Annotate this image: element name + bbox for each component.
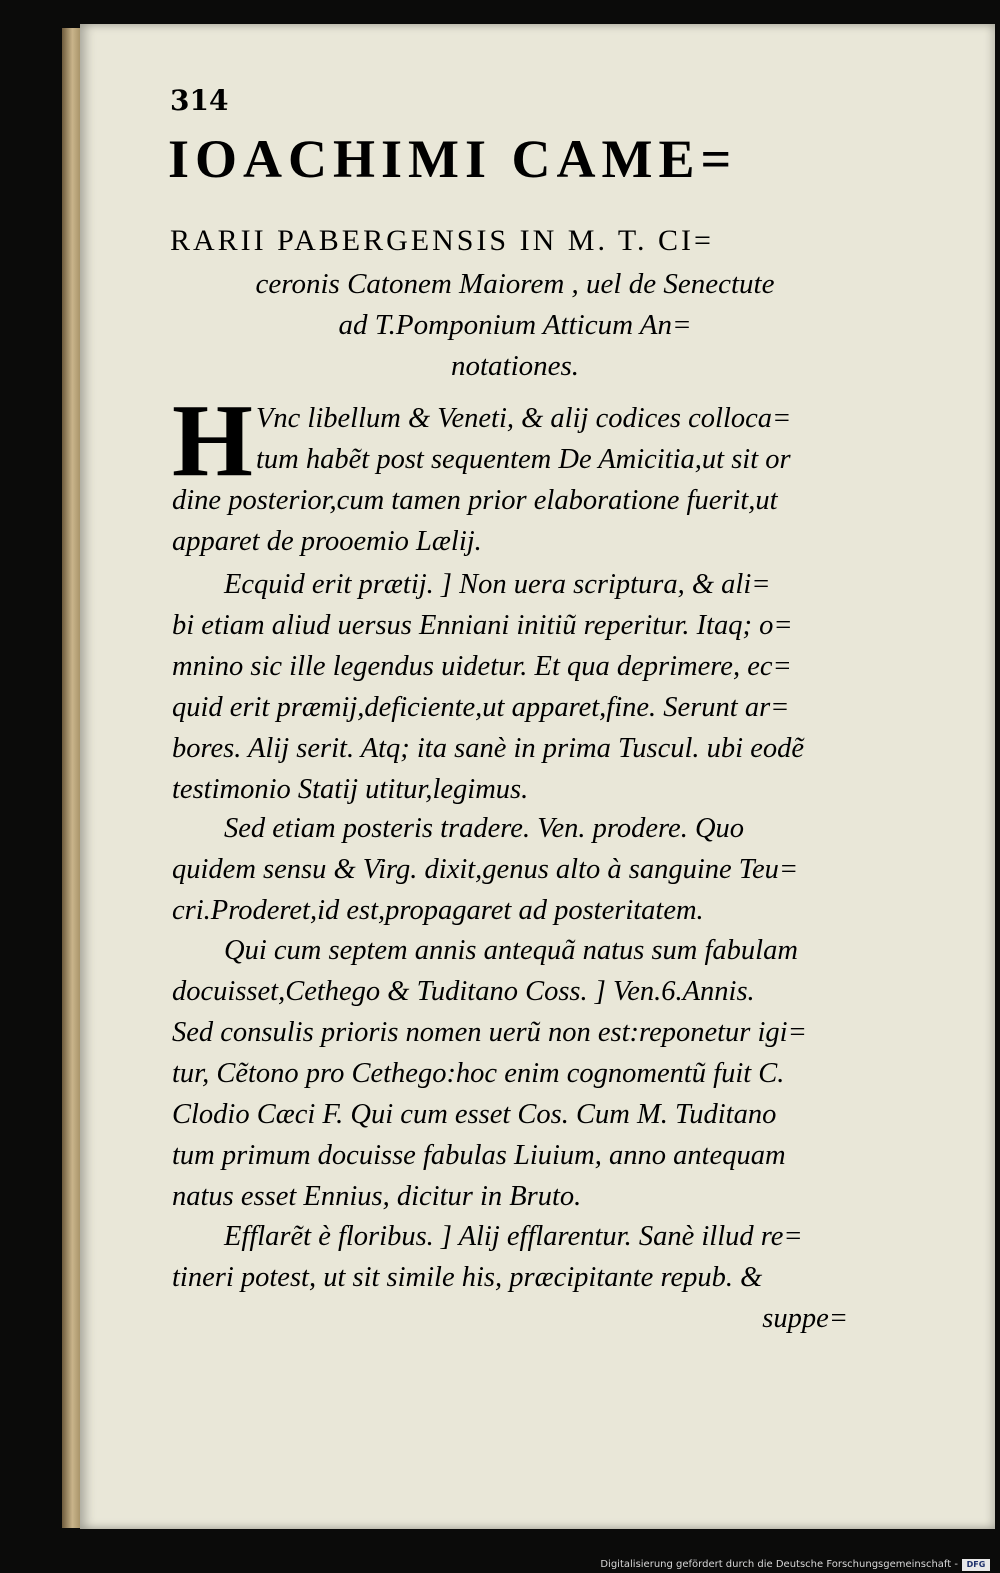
paragraph-2 — [172, 564, 848, 810]
text-line: cri.Proderet,id est,propagaret ad posteritatem. — [172, 895, 704, 926]
text-line: apparet de prooemio Lælij. — [172, 526, 482, 557]
text-line: testimonio Statij utitur,legimus. — [172, 774, 529, 805]
page-number: 314 — [170, 84, 229, 117]
paragraph-1 — [172, 383, 848, 562]
catchword: suppe= — [762, 1303, 848, 1334]
text-line: tur, Cẽtono pro Cethego:hoc enim cognomentũ fuit C. — [172, 1058, 785, 1089]
text-line: Vnc libellum & Veneti, & alij codices colloca= — [256, 403, 792, 434]
text-line: Qui cum septem annis antequã natus sum fabulam — [224, 935, 798, 966]
text-line: Efflarẽt è floribus. ] Alij efflarentur. Sanè illud re= — [224, 1221, 803, 1252]
text-line: dine posterior,cum tamen prior elaboratione fuerit,ut — [172, 485, 778, 516]
drop-capital: H — [172, 383, 253, 498]
title-line-1: IOACHIMI CAME= — [168, 129, 738, 189]
funding-credit: Digitalisierung gefördert durch die Deutsche Forschungsgemeinschaft - — [600, 1559, 958, 1570]
text-line: bores. Alij serit. Atq; ita sanè in prima Tuscul. ubi eodẽ — [172, 733, 805, 764]
paragraph-5 — [172, 1216, 848, 1339]
text-line: tum habẽt post sequentem De Amicitia,ut sit or — [256, 444, 791, 475]
text-line: Ecquid erit prætij. ] Non uera scriptura, & ali= — [224, 569, 771, 600]
text-line: bi etiam aliud uersus Enniani initiũ reperitur. Itaq; o= — [172, 610, 793, 641]
paragraph-3 — [172, 808, 848, 931]
text-line: Clodio Cæci F. Qui cum esset Cos. Cum M. Tuditano — [172, 1099, 777, 1130]
text-line: Sed etiam posteris tradere. Ven. prodere. Quo — [224, 813, 745, 844]
paragraph-4 — [172, 930, 848, 1217]
text-line: mnino sic ille legendus uidetur. Et qua deprimere, ec= — [172, 651, 792, 682]
text-line: quidem sensu & Virg. dixit,genus alto à sanguine Teu= — [172, 854, 799, 885]
subtitle-line-3: notationes. — [450, 350, 580, 382]
dfg-logo-icon: DFG — [962, 1559, 990, 1571]
text-line: docuisset,Cethego & Tuditano Coss. ] Ven.6.Annis. — [172, 976, 755, 1007]
text-line: Sed consulis prioris nomen uerũ non est:reponetur igi= — [172, 1017, 807, 1048]
text-line: natus esset Ennius, dicitur in Bruto. — [172, 1181, 582, 1212]
subtitle-line-2: ad T.Pomponium Atticum An= — [338, 309, 692, 341]
title-line-2: RARII PABERGENSIS IN M. T. CI= — [170, 224, 714, 257]
text-line: tineri potest, ut sit simile his, præcipitante repub. & — [172, 1262, 763, 1293]
text-line: quid erit præmij,deficiente,ut apparet,fine. Serunt ar= — [172, 692, 790, 723]
subtitle-line-1: ceronis Catonem Maiorem , uel de Senectute — [255, 268, 775, 300]
text-line: tum primum docuisse fabulas Liuium, anno antequam — [172, 1140, 786, 1171]
